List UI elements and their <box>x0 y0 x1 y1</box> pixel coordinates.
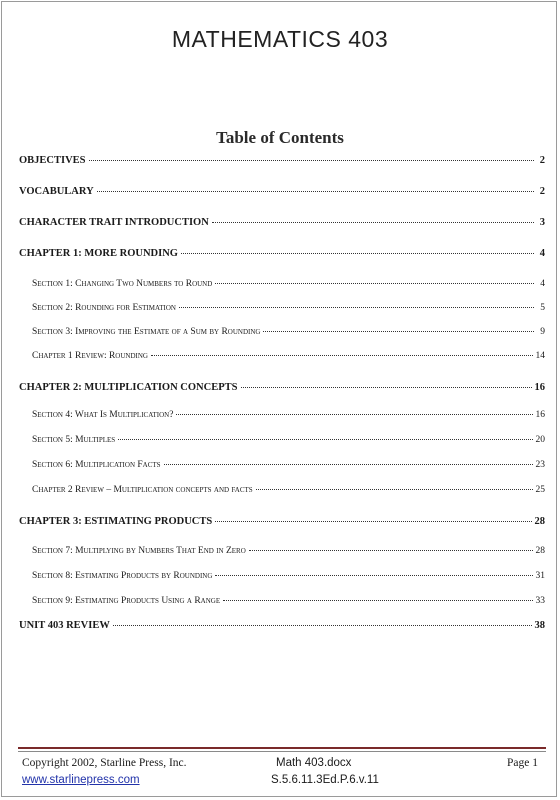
toc-entry-chapter-1-review[interactable] <box>32 351 545 361</box>
toc-entry-page: 14 <box>535 351 545 361</box>
toc-entry-label: CHAPTER 2: MULTIPLICATION CONCEPTS <box>19 382 238 393</box>
dot-leader <box>181 253 534 254</box>
toc-entry-page: 16 <box>534 382 545 393</box>
dot-leader <box>89 160 534 161</box>
toc-entry-label: Section 1: Changing Two Numbers to Round <box>32 279 213 289</box>
toc-entry-page: 20 <box>535 435 545 445</box>
dot-leader <box>179 307 534 308</box>
dot-leader <box>223 600 532 601</box>
toc-entry-label: Section 8: Estimating Products by Rounding <box>32 571 213 581</box>
toc-entry-chapter-1[interactable] <box>19 248 545 259</box>
toc-entry-page: 5 <box>540 303 545 313</box>
toc-entry-page: 31 <box>535 571 545 581</box>
toc-entry-page: 25 <box>535 485 545 495</box>
toc-entry-label: Section 5: Multiples <box>32 435 116 445</box>
dot-leader <box>215 521 531 522</box>
toc-entry-section-4[interactable] <box>32 410 545 420</box>
toc-entry-label: Chapter 1 Review: Rounding <box>32 351 148 361</box>
website-link[interactable]: www.starlinepress.com <box>22 774 140 786</box>
page-number: Page 1 <box>507 757 538 769</box>
dot-leader <box>113 625 532 626</box>
dot-leader <box>212 222 534 223</box>
toc-entry-objectives[interactable] <box>19 155 545 166</box>
toc-entry-section-9[interactable] <box>32 596 545 606</box>
toc-entry-label: Section 7: Multiplying by Numbers That End in Zero <box>32 546 246 556</box>
toc-entry-label: Section 3: Improving the Estimate of a Sum by Rounding <box>32 327 261 337</box>
toc-entry-section-7[interactable] <box>32 546 545 556</box>
toc-entry-page: 3 <box>539 217 545 228</box>
toc-entry-page: 28 <box>534 516 545 527</box>
toc-entry-page: 23 <box>535 460 545 470</box>
toc-entry-section-8[interactable] <box>32 571 545 581</box>
toc-entry-label: Chapter 2 Review – Multiplication concepts and facts <box>32 485 253 495</box>
toc-entry-section-2[interactable] <box>32 303 545 313</box>
toc-entry-page: 33 <box>535 596 545 606</box>
toc-entry-page: 38 <box>534 620 545 631</box>
toc-entry-page: 2 <box>539 155 545 166</box>
dot-leader <box>256 489 533 490</box>
dot-leader <box>176 414 532 415</box>
toc-entry-vocabulary[interactable] <box>19 186 545 197</box>
toc-entry-chapter-2[interactable] <box>19 382 545 393</box>
footer-divider <box>18 747 546 749</box>
toc-entry-page: 4 <box>540 279 545 289</box>
dot-leader <box>215 283 534 284</box>
toc-entry-label: VOCABULARY <box>19 186 94 197</box>
dot-leader <box>249 550 533 551</box>
toc-entry-page: 2 <box>539 186 545 197</box>
toc-entry-section-3[interactable] <box>32 327 545 337</box>
toc-entry-label: Section 4: What Is Multiplication? <box>32 410 174 420</box>
dot-leader <box>151 355 533 356</box>
toc-entry-label: CHAPTER 1: MORE ROUNDING <box>19 248 178 259</box>
dot-leader <box>263 331 534 332</box>
toc-entry-section-1[interactable] <box>32 279 545 289</box>
toc-entry-section-5[interactable] <box>32 435 545 445</box>
toc-entry-page: 28 <box>535 546 545 556</box>
dot-leader <box>215 575 532 576</box>
footer-divider-thin <box>18 751 546 752</box>
dot-leader <box>97 191 534 192</box>
toc-entry-character-trait[interactable] <box>19 217 545 228</box>
toc-entry-chapter-3[interactable] <box>19 516 545 527</box>
toc-entry-page: 4 <box>539 248 545 259</box>
dot-leader <box>118 439 532 440</box>
toc-entry-label: CHAPTER 3: ESTIMATING PRODUCTS <box>19 516 213 527</box>
toc-entry-chapter-2-review[interactable] <box>32 485 545 495</box>
dot-leader <box>164 464 533 465</box>
toc-entry-page: 16 <box>535 410 545 420</box>
toc-entry-label: OBJECTIVES <box>19 155 86 166</box>
toc-entry-label: Section 9: Estimating Products Using a Range <box>32 596 221 606</box>
toc-entry-section-6[interactable] <box>32 460 545 470</box>
toc-entry-label: Section 6: Multiplication Facts <box>32 460 161 470</box>
toc-entry-unit-review[interactable] <box>19 620 545 631</box>
document-version: S.5.6.11.3Ed.P.6.v.11 <box>271 774 379 786</box>
dot-leader <box>241 387 532 388</box>
toc-entry-page: 9 <box>540 327 545 337</box>
toc-entry-label: UNIT 403 REVIEW <box>19 620 110 631</box>
toc-entry-label: Section 2: Rounding for Estimation <box>32 303 176 313</box>
toc-entry-label: CHARACTER TRAIT INTRODUCTION <box>19 217 209 228</box>
toc-title: Table of Contents <box>216 128 344 147</box>
document-heading: MATHEMATICS 403 <box>171 26 389 52</box>
copyright-text: Copyright 2002, Starline Press, Inc. <box>22 757 187 769</box>
document-filename: Math 403.docx <box>276 757 352 769</box>
